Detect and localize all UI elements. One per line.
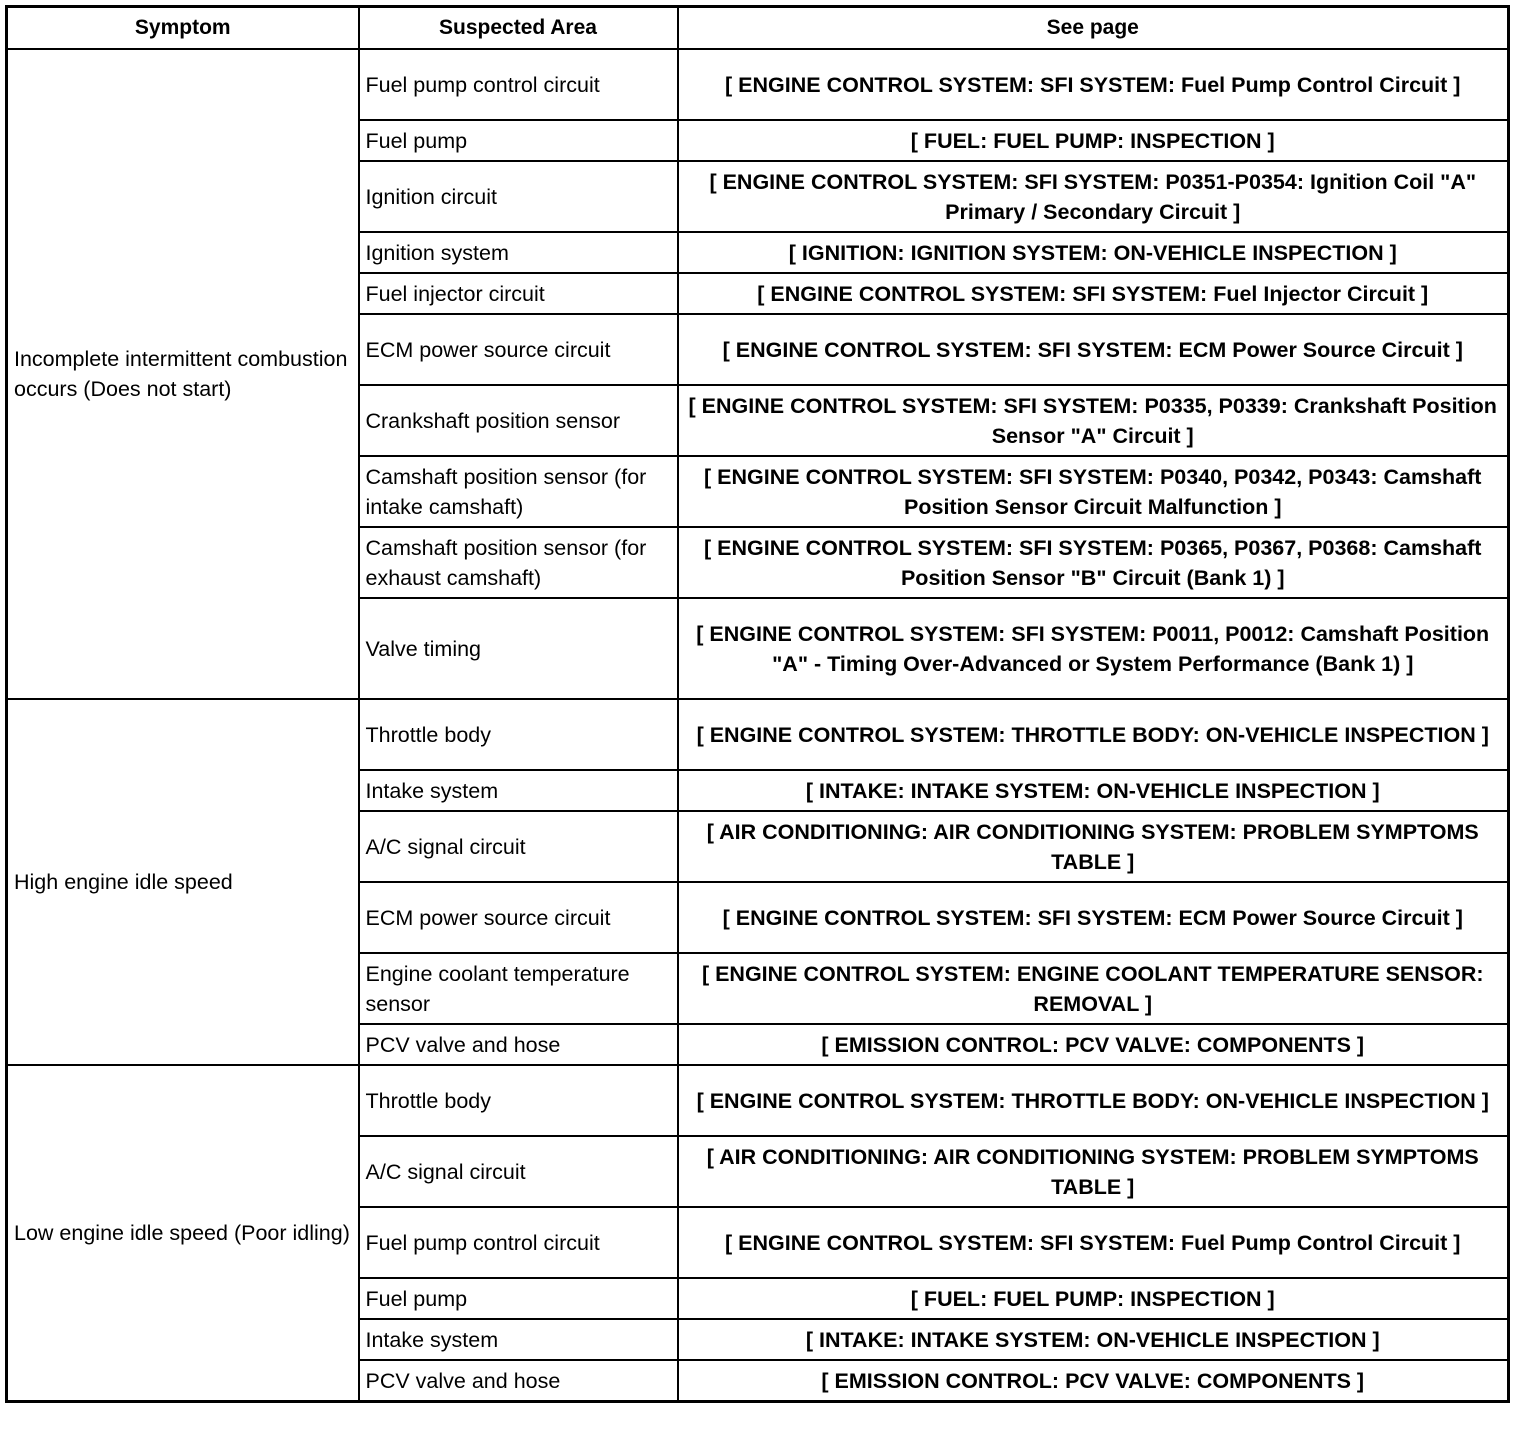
suspected-area-cell: ECM power source circuit: [359, 882, 678, 953]
see-page-reference[interactable]: [ ENGINE CONTROL SYSTEM: ENGINE COOLANT TEMPERATURE SENSOR: REMOVAL ]: [678, 953, 1509, 1024]
see-page-reference[interactable]: [ ENGINE CONTROL SYSTEM: THROTTLE BODY: ON-VEHICLE INSPECTION ]: [678, 1065, 1509, 1136]
header-row: [7, 7, 1509, 50]
suspected-area-cell: Fuel pump control circuit: [359, 49, 678, 120]
suspected-area-cell: Ignition circuit: [359, 161, 678, 232]
see-page-reference[interactable]: [ ENGINE CONTROL SYSTEM: SFI SYSTEM: Fuel Injector Circuit ]: [678, 273, 1509, 314]
suspected-area-cell: Valve timing: [359, 598, 678, 699]
see-page-reference[interactable]: [ ENGINE CONTROL SYSTEM: SFI SYSTEM: P0340, P0342, P0343: Camshaft Position Sensor Circuit Malfunction ]: [678, 456, 1509, 527]
suspected-area-cell: Intake system: [359, 1319, 678, 1360]
suspected-area-cell: Fuel pump: [359, 120, 678, 161]
see-page-reference[interactable]: [ INTAKE: INTAKE SYSTEM: ON-VEHICLE INSPECTION ]: [678, 1319, 1509, 1360]
suspected-area-cell: Camshaft position sensor (for intake camshaft): [359, 456, 678, 527]
see-page-reference[interactable]: [ FUEL: FUEL PUMP: INSPECTION ]: [678, 120, 1509, 161]
see-page-reference[interactable]: [ ENGINE CONTROL SYSTEM: SFI SYSTEM: P0335, P0339: Crankshaft Position Sensor "A" Circuit ]: [678, 385, 1509, 456]
see-page-reference[interactable]: [ EMISSION CONTROL: PCV VALVE: COMPONENTS ]: [678, 1360, 1509, 1402]
see-page-reference[interactable]: [ ENGINE CONTROL SYSTEM: SFI SYSTEM: Fuel Pump Control Circuit ]: [678, 1207, 1509, 1278]
suspected-area-cell: Crankshaft position sensor: [359, 385, 678, 456]
suspected-area-cell: PCV valve and hose: [359, 1024, 678, 1065]
see-page-reference[interactable]: [ ENGINE CONTROL SYSTEM: THROTTLE BODY: ON-VEHICLE INSPECTION ]: [678, 699, 1509, 770]
suspected-area-cell: Fuel injector circuit: [359, 273, 678, 314]
suspected-area-cell: Intake system: [359, 770, 678, 811]
symptom-cell: Incomplete intermittent combustion occurs (Does not start): [7, 49, 359, 699]
suspected-area-cell: Throttle body: [359, 699, 678, 770]
suspected-area-cell: PCV valve and hose: [359, 1360, 678, 1402]
see-page-reference[interactable]: [ ENGINE CONTROL SYSTEM: SFI SYSTEM: P0351-P0354: Ignition Coil "A" Primary / Secondary Circuit ]: [678, 161, 1509, 232]
suspected-area-cell: Ignition system: [359, 232, 678, 273]
symptom-cell: Low engine idle speed (Poor idling): [7, 1065, 359, 1402]
suspected-area-cell: ECM power source circuit: [359, 314, 678, 385]
suspected-area-cell: Fuel pump: [359, 1278, 678, 1319]
table-row: [7, 49, 1509, 120]
see-page-reference[interactable]: [ IGNITION: IGNITION SYSTEM: ON-VEHICLE INSPECTION ]: [678, 232, 1509, 273]
header-suspected-area: Suspected Area: [359, 7, 678, 50]
table-row: [7, 1065, 1509, 1136]
header-see-page: See page: [678, 7, 1509, 50]
see-page-reference[interactable]: [ EMISSION CONTROL: PCV VALVE: COMPONENTS ]: [678, 1024, 1509, 1065]
suspected-area-cell: Camshaft position sensor (for exhaust camshaft): [359, 527, 678, 598]
suspected-area-cell: Fuel pump control circuit: [359, 1207, 678, 1278]
see-page-reference[interactable]: [ ENGINE CONTROL SYSTEM: SFI SYSTEM: P0011, P0012: Camshaft Position "A" - Timing Over-Advanced or System Performance (Bank 1) ]: [678, 598, 1509, 699]
see-page-reference[interactable]: [ ENGINE CONTROL SYSTEM: SFI SYSTEM: ECM Power Source Circuit ]: [678, 882, 1509, 953]
suspected-area-cell: Throttle body: [359, 1065, 678, 1136]
see-page-reference[interactable]: [ ENGINE CONTROL SYSTEM: SFI SYSTEM: Fuel Pump Control Circuit ]: [678, 49, 1509, 120]
see-page-reference[interactable]: [ ENGINE CONTROL SYSTEM: SFI SYSTEM: P0365, P0367, P0368: Camshaft Position Sensor "B" Circuit (Bank 1) ]: [678, 527, 1509, 598]
see-page-reference[interactable]: [ ENGINE CONTROL SYSTEM: SFI SYSTEM: ECM Power Source Circuit ]: [678, 314, 1509, 385]
table-row: [7, 699, 1509, 770]
symptom-table: [5, 5, 1510, 1403]
see-page-reference[interactable]: [ FUEL: FUEL PUMP: INSPECTION ]: [678, 1278, 1509, 1319]
see-page-reference[interactable]: [ INTAKE: INTAKE SYSTEM: ON-VEHICLE INSPECTION ]: [678, 770, 1509, 811]
see-page-reference[interactable]: [ AIR CONDITIONING: AIR CONDITIONING SYSTEM: PROBLEM SYMPTOMS TABLE ]: [678, 811, 1509, 882]
header-symptom: Symptom: [7, 7, 359, 50]
suspected-area-cell: A/C signal circuit: [359, 1136, 678, 1207]
see-page-reference[interactable]: [ AIR CONDITIONING: AIR CONDITIONING SYSTEM: PROBLEM SYMPTOMS TABLE ]: [678, 1136, 1509, 1207]
table-body: [7, 49, 1509, 1402]
suspected-area-cell: Engine coolant temperature sensor: [359, 953, 678, 1024]
symptom-cell: High engine idle speed: [7, 699, 359, 1065]
suspected-area-cell: A/C signal circuit: [359, 811, 678, 882]
